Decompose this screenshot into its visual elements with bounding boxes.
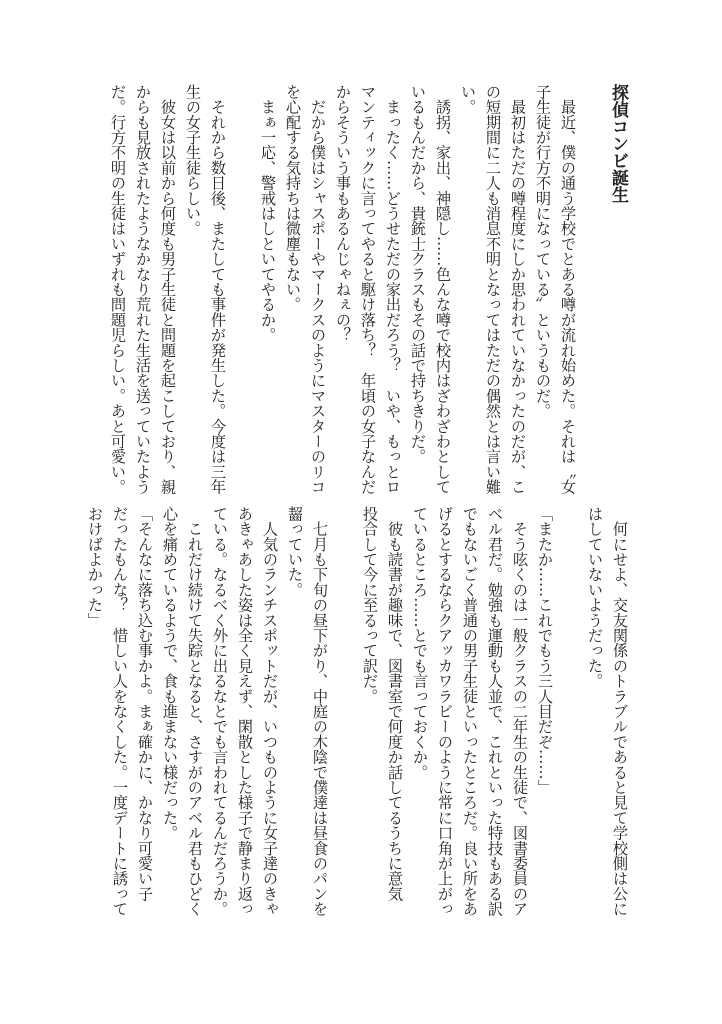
text-line: 彼女は以前から何度も男子生徒と問題を起こしており、親 [159, 84, 177, 495]
text-line: 齧っていた。 [286, 506, 304, 598]
text-line: の短期間に二人も消息不明となってはただの偶然とは言い難 [484, 84, 502, 495]
text-line: それから数日後、またしても事件が発生した。今度は三年 [209, 84, 227, 495]
text-line: 彼も読書が趣味で、図書室で何度か話してるうちに意気 [386, 506, 404, 902]
text-line: マンティックに言ってやると駆け落ち？ 年頃の女子なんだ [359, 84, 377, 495]
text-line [332, 506, 357, 936]
lower-text-block [82, 506, 632, 936]
text-line: あきゃあした姿は全く見えず、閑散とした様子で静まり返っ [236, 506, 254, 917]
text-line: 「またか……これでもう三人目だぞ……」 [536, 506, 554, 795]
text-line: 人気のランチスポットだが、いつものように女子達のきゃ [261, 506, 279, 917]
text-line [557, 506, 582, 936]
text-line: 誘拐、家出、神隠し……色んな噂で校内はざわざわとして [434, 84, 452, 495]
text-line: 生の女子生徒らしい。 [184, 84, 202, 236]
text-line: ベル君だ。勉強も運動も人並で、これといった特技もある訳 [486, 506, 504, 917]
text-line: だ。行方不明の生徒はいずれも問題児らしい。あと可愛い。 [109, 84, 127, 495]
text-line: ているところ……とでも言っておくか。 [411, 506, 429, 780]
chapter-title: 探偵コンビ誕生 [608, 84, 628, 203]
upper-text-block [105, 84, 630, 504]
text-line: 投合して今に至るって訳だ。 [361, 506, 379, 704]
text-line: ている。なるべく外に出るなとでも言われてるんだろうか。 [211, 506, 229, 917]
text-line: まったく……どうせただの家出だろう？ いや、もっとロ [384, 84, 402, 495]
text-line: まぁ一応、警戒はしといてやるか。 [259, 84, 277, 343]
text-line: はしていないようだった。 [586, 506, 604, 689]
text-line: からも見放されたようなかなり荒れた生活を送っていたよう [134, 84, 152, 495]
text-line: 何にせよ、交友関係のトラブルであると見て学校側は公に [611, 506, 629, 917]
text-line: だったもんな？ 惜しい人をなくした。一度デートに誘って [111, 506, 129, 917]
text-line: 心を痛めているようで、食も進まない様だった。 [161, 506, 179, 841]
text-line: い。 [459, 84, 477, 115]
text-line: おけばよかった」 [86, 506, 104, 628]
text-line: でもないごく普通の男子生徒といったところだ。良い所をあ [461, 506, 479, 917]
text-line: 「そんなに落ち込む事かよ。まぁ確かに、かなり可愛い子 [136, 506, 154, 902]
text-line: を心配する気持ちは微塵もない。 [284, 84, 302, 312]
text-line: だから僕はシャスポーやマークスのようにマスターのリコ [309, 84, 327, 495]
text-line: 七月も下旬の昼下がり、中庭の木陰で僕達は昼食のパンを [311, 506, 329, 917]
text-line: そう呟くのは一般クラスの二年生の生徒で、図書委員のア [511, 506, 529, 917]
text-line [580, 84, 605, 504]
text-line: 最近、僕の通う学校でとある噂が流れ始めた。それは〝女 [559, 84, 577, 495]
text-line: からそういう事もあるんじゃねぇの？ [334, 84, 352, 343]
text-line: いるもんだから、貴銃士クラスもその話で持ちきりだ。 [409, 84, 427, 464]
text-line [230, 84, 255, 504]
text-line: 最初はただの噂程度にしか思われていなかったのだが、こ [509, 84, 527, 495]
text-line: これだけ続けて失踪となると、さすがのアベル君もひどく [186, 506, 204, 917]
text-line: げるとするならクアッカワラビーのように常に口角が上がっ [436, 506, 454, 917]
text-line: 子生徒が行方不明になっている〟というものだ。 [534, 84, 552, 419]
